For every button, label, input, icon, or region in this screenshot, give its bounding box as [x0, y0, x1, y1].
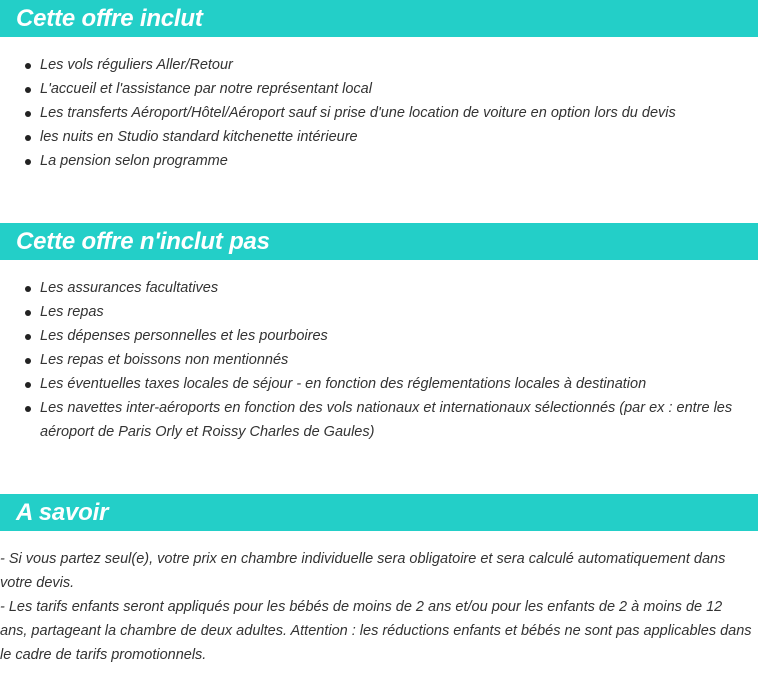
- list-item: Les dépenses personnelles et les pourboires: [0, 324, 758, 348]
- included-section-title: Cette offre inclut: [0, 0, 758, 37]
- list-item: les nuits en Studio standard kitchenette intérieure: [0, 125, 758, 149]
- list-item: Les repas et boissons non mentionnés: [0, 348, 758, 372]
- list-item: Les repas: [0, 300, 758, 324]
- list-item: La pension selon programme: [0, 149, 758, 173]
- know-text: [0, 547, 752, 667]
- list-item: Les éventuelles taxes locales de séjour - en fonction des réglementations locales à destination: [0, 372, 758, 396]
- included-list: [0, 53, 758, 173]
- list-item: Les vols réguliers Aller/Retour: [0, 53, 758, 77]
- excluded-section-title: Cette offre n'inclut pas: [0, 223, 758, 260]
- list-item: Les assurances facultatives: [0, 276, 758, 300]
- list-item: Les transferts Aéroport/Hôtel/Aéroport sauf si prise d'une location de voiture en option lors du devis: [0, 101, 758, 125]
- know-paragraph: - Les tarifs enfants seront appliqués pour les bébés de moins de 2 ans et/ou pour les enfants de 2 à moins de 12 ans, partageant la chambre de deux adultes. Attention : les réductions enfants et bébés ne sont pas applicables dans le cadre de tarifs promotionnels.: [0, 599, 752, 663]
- list-item: Les navettes inter-aéroports en fonction des vols nationaux et internationaux sélectionnés (par ex : entre les aéroport de Paris Orly et Roissy Charles de Gaules): [0, 396, 758, 444]
- excluded-list: [0, 276, 758, 444]
- know-paragraph: - Si vous partez seul(e), votre prix en chambre individuelle sera obligatoire et sera calculé automatiquement dans votre devis.: [0, 551, 726, 591]
- know-section-title: A savoir: [0, 494, 758, 531]
- list-item: L'accueil et l'assistance par notre représentant local: [0, 77, 758, 101]
